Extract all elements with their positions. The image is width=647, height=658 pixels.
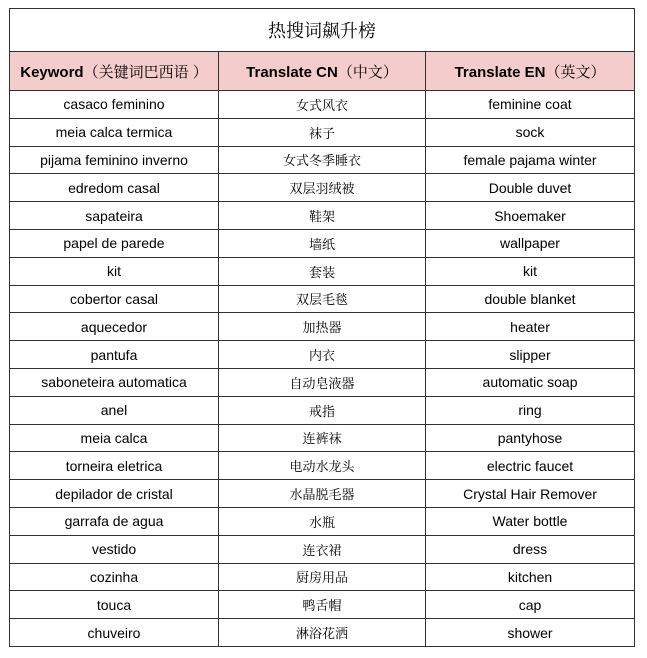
table-row	[10, 202, 635, 230]
keyword-cell: cozinha	[10, 563, 219, 591]
translate-en-cell: kitchen	[426, 563, 635, 591]
translate-en-cell: cap	[426, 591, 635, 619]
keyword-cell: vestido	[10, 535, 219, 563]
column-header-label: Translate EN	[454, 63, 546, 81]
translate-cn-cell: 连裤袜	[219, 424, 426, 452]
translate-en-cell: feminine coat	[426, 91, 635, 119]
table-row	[10, 174, 635, 202]
translate-en-cell: female pajama winter	[426, 146, 635, 174]
translate-en-cell: Crystal Hair Remover	[426, 480, 635, 508]
translate-en-cell: wallpaper	[426, 229, 635, 257]
header-row	[10, 52, 635, 91]
column-header-note: （中文）	[337, 63, 398, 81]
table-row	[10, 396, 635, 424]
keyword-cell: pantufa	[10, 341, 219, 369]
keyword-cell: pijama feminino inverno	[10, 146, 219, 174]
column-header-keyword	[10, 52, 219, 91]
keyword-cell: kit	[10, 257, 219, 285]
translate-cn-cell: 内衣	[219, 341, 426, 369]
column-header-note: （英文）	[545, 63, 606, 81]
keyword-cell: aquecedor	[10, 313, 219, 341]
table-row	[10, 146, 635, 174]
table-row	[10, 591, 635, 619]
table-row	[10, 507, 635, 535]
translate-en-cell: sock	[426, 118, 635, 146]
table-row	[10, 563, 635, 591]
keyword-cell: depilador de cristal	[10, 480, 219, 508]
table-row	[10, 619, 635, 647]
table-row	[10, 480, 635, 508]
translate-cn-cell: 鞋架	[219, 202, 426, 230]
column-header-translate-cn	[219, 52, 426, 91]
translate-en-cell: pantyhose	[426, 424, 635, 452]
table-row	[10, 424, 635, 452]
keyword-cell: cobertor casal	[10, 285, 219, 313]
translate-en-cell: double blanket	[426, 285, 635, 313]
column-header-label: Translate CN	[246, 63, 338, 81]
translate-cn-cell: 袜子	[219, 118, 426, 146]
translate-cn-cell: 连衣裙	[219, 535, 426, 563]
keyword-cell: meia calca	[10, 424, 219, 452]
translate-en-cell: electric faucet	[426, 452, 635, 480]
translate-en-cell: shower	[426, 619, 635, 647]
translate-cn-cell: 加热器	[219, 313, 426, 341]
table-row	[10, 257, 635, 285]
column-header-label: Keyword	[20, 63, 84, 81]
keyword-cell: chuveiro	[10, 619, 219, 647]
table-row	[10, 91, 635, 119]
translate-en-cell: Double duvet	[426, 174, 635, 202]
translate-cn-cell: 自动皂液器	[219, 368, 426, 396]
translate-en-cell: heater	[426, 313, 635, 341]
table-row	[10, 313, 635, 341]
translate-en-cell: automatic soap	[426, 368, 635, 396]
table-row	[10, 229, 635, 257]
keyword-cell: garrafa de agua	[10, 507, 219, 535]
title-row	[10, 9, 635, 52]
translate-en-cell: Water bottle	[426, 507, 635, 535]
keyword-cell: saboneteira automatica	[10, 368, 219, 396]
translate-cn-cell: 双层羽绒被	[219, 174, 426, 202]
column-header-translate-en	[426, 52, 635, 91]
keyword-cell: casaco feminino	[10, 91, 219, 119]
keyword-cell: torneira eletrica	[10, 452, 219, 480]
keyword-cell: edredom casal	[10, 174, 219, 202]
translate-en-cell: ring	[426, 396, 635, 424]
translate-cn-cell: 鸭舌帽	[219, 591, 426, 619]
translate-cn-cell: 女式冬季睡衣	[219, 146, 426, 174]
translate-cn-cell: 双层毛毯	[219, 285, 426, 313]
translate-cn-cell: 电动水龙头	[219, 452, 426, 480]
translate-cn-cell: 女式风衣	[219, 91, 426, 119]
translate-en-cell: Shoemaker	[426, 202, 635, 230]
translate-cn-cell: 淋浴花洒	[219, 619, 426, 647]
translate-cn-cell: 厨房用品	[219, 563, 426, 591]
translate-cn-cell: 套装	[219, 257, 426, 285]
translate-en-cell: kit	[426, 257, 635, 285]
keyword-cell: papel de parede	[10, 229, 219, 257]
translate-cn-cell: 水晶脱毛器	[219, 480, 426, 508]
table-row	[10, 368, 635, 396]
translate-cn-cell: 水瓶	[219, 507, 426, 535]
table-row	[10, 452, 635, 480]
translate-en-cell: dress	[426, 535, 635, 563]
translate-en-cell: slipper	[426, 341, 635, 369]
translate-cn-cell: 戒指	[219, 396, 426, 424]
keyword-cell: anel	[10, 396, 219, 424]
keyword-cell: sapateira	[10, 202, 219, 230]
table-row	[10, 285, 635, 313]
table-row	[10, 341, 635, 369]
table-title: 热搜词飙升榜	[10, 9, 635, 52]
table-row	[10, 535, 635, 563]
translate-cn-cell: 墙纸	[219, 229, 426, 257]
column-header-note: （关键词巴西语 ）	[83, 63, 208, 81]
hot-search-table	[9, 8, 635, 647]
table-row	[10, 118, 635, 146]
keyword-cell: touca	[10, 591, 219, 619]
keyword-cell: meia calca termica	[10, 118, 219, 146]
